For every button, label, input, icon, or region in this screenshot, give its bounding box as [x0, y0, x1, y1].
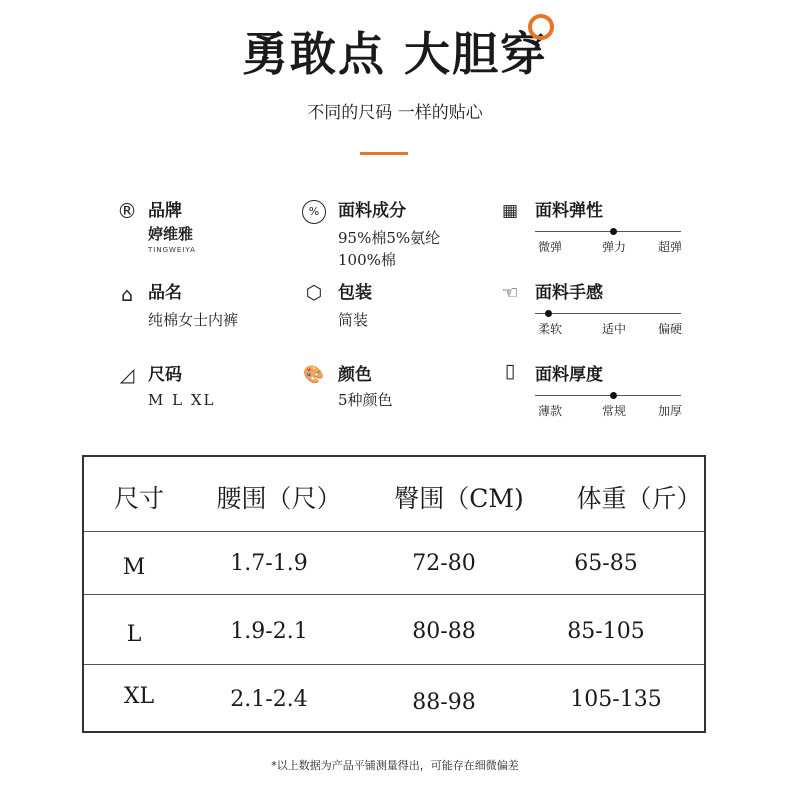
color-value: 5种颜色	[338, 391, 393, 409]
thickness-scale-marker	[610, 392, 617, 399]
table-cell: 72-80	[412, 551, 476, 576]
table-header-size: 尺寸	[113, 484, 164, 513]
package-label: 包装	[338, 283, 372, 303]
table-cell: 1.9-2.1	[230, 619, 308, 644]
name-value: 纯棉女士内裤	[148, 311, 239, 329]
page-title: 勇敢点 大胆穿	[241, 27, 548, 81]
brand-sub: TINGWEIYA	[148, 246, 196, 254]
thickness-label: 面料厚度	[535, 365, 603, 385]
feel-scale-line	[535, 313, 681, 314]
feel-label: 面料手感	[535, 283, 603, 303]
brand-value: 婷维雅	[148, 225, 194, 243]
table-cell: 88-98	[412, 690, 476, 715]
brand-label: 品牌	[148, 201, 182, 221]
table-cell: 2.1-2.4	[230, 687, 308, 712]
elasticity-option-1: 微弹	[537, 240, 562, 254]
book-icon: ▯	[504, 360, 516, 382]
ruler-icon: ◿	[119, 364, 135, 386]
thickness-option-3: 加厚	[657, 404, 682, 418]
table-cell: M	[122, 555, 146, 580]
elasticity-scale-line	[535, 231, 681, 232]
accent-ring-icon	[528, 14, 554, 40]
footnote: *以上数据为产品平铺测量得出，可能存在细微偏差	[271, 759, 519, 772]
package-value: 简装	[338, 311, 369, 329]
fabric-swatch-icon: ▦	[501, 201, 519, 221]
box-icon: ⬡	[305, 282, 323, 304]
elasticity-label: 面料弹性	[535, 201, 603, 221]
accent-divider	[360, 152, 408, 155]
size-value: M L XL	[148, 391, 216, 409]
size-table	[82, 455, 706, 733]
elasticity-scale-marker	[610, 228, 617, 235]
tag-icon: ⌂	[120, 284, 134, 306]
hand-feel-icon: ☜	[501, 282, 519, 304]
name-label: 品名	[148, 283, 182, 303]
table-divider	[84, 664, 704, 665]
size-label: 尺码	[148, 365, 182, 385]
table-cell: 65-85	[574, 551, 638, 576]
page-subtitle: 不同的尺码 一样的贴心	[307, 103, 483, 123]
thickness-scale-line	[535, 395, 681, 396]
table-header-hip: 臀围（CM)	[394, 484, 524, 513]
elasticity-option-3: 超弹	[657, 240, 682, 254]
table-cell: L	[126, 622, 142, 647]
thickness-option-1: 薄款	[537, 404, 562, 418]
feel-option-1: 柔软	[537, 322, 562, 336]
feel-option-2: 适中	[601, 322, 626, 336]
feel-scale-marker	[545, 310, 552, 317]
palette-icon: 🎨	[303, 365, 325, 385]
feel-option-3: 偏硬	[657, 322, 682, 336]
composition-value-2: 100%棉	[338, 251, 396, 269]
table-cell: 105-135	[570, 687, 662, 712]
thickness-option-2: 常规	[601, 404, 626, 418]
table-header-weight: 体重（斤）	[576, 484, 702, 513]
table-cell: XL	[123, 684, 155, 709]
table-divider	[84, 531, 704, 532]
table-cell: 80-88	[412, 619, 476, 644]
table-divider	[84, 594, 704, 595]
composition-label: 面料成分	[338, 201, 406, 221]
elasticity-option-2: 弹力	[601, 240, 626, 254]
registered-icon: ®	[117, 199, 137, 223]
table-cell: 85-105	[567, 619, 645, 644]
table-header-waist: 腰围（尺）	[216, 484, 342, 513]
table-cell: 1.7-1.9	[230, 551, 308, 576]
composition-value-1: 95%棉5%氨纶	[338, 229, 441, 247]
color-label: 颜色	[338, 365, 372, 385]
percent-icon: %	[302, 200, 326, 224]
